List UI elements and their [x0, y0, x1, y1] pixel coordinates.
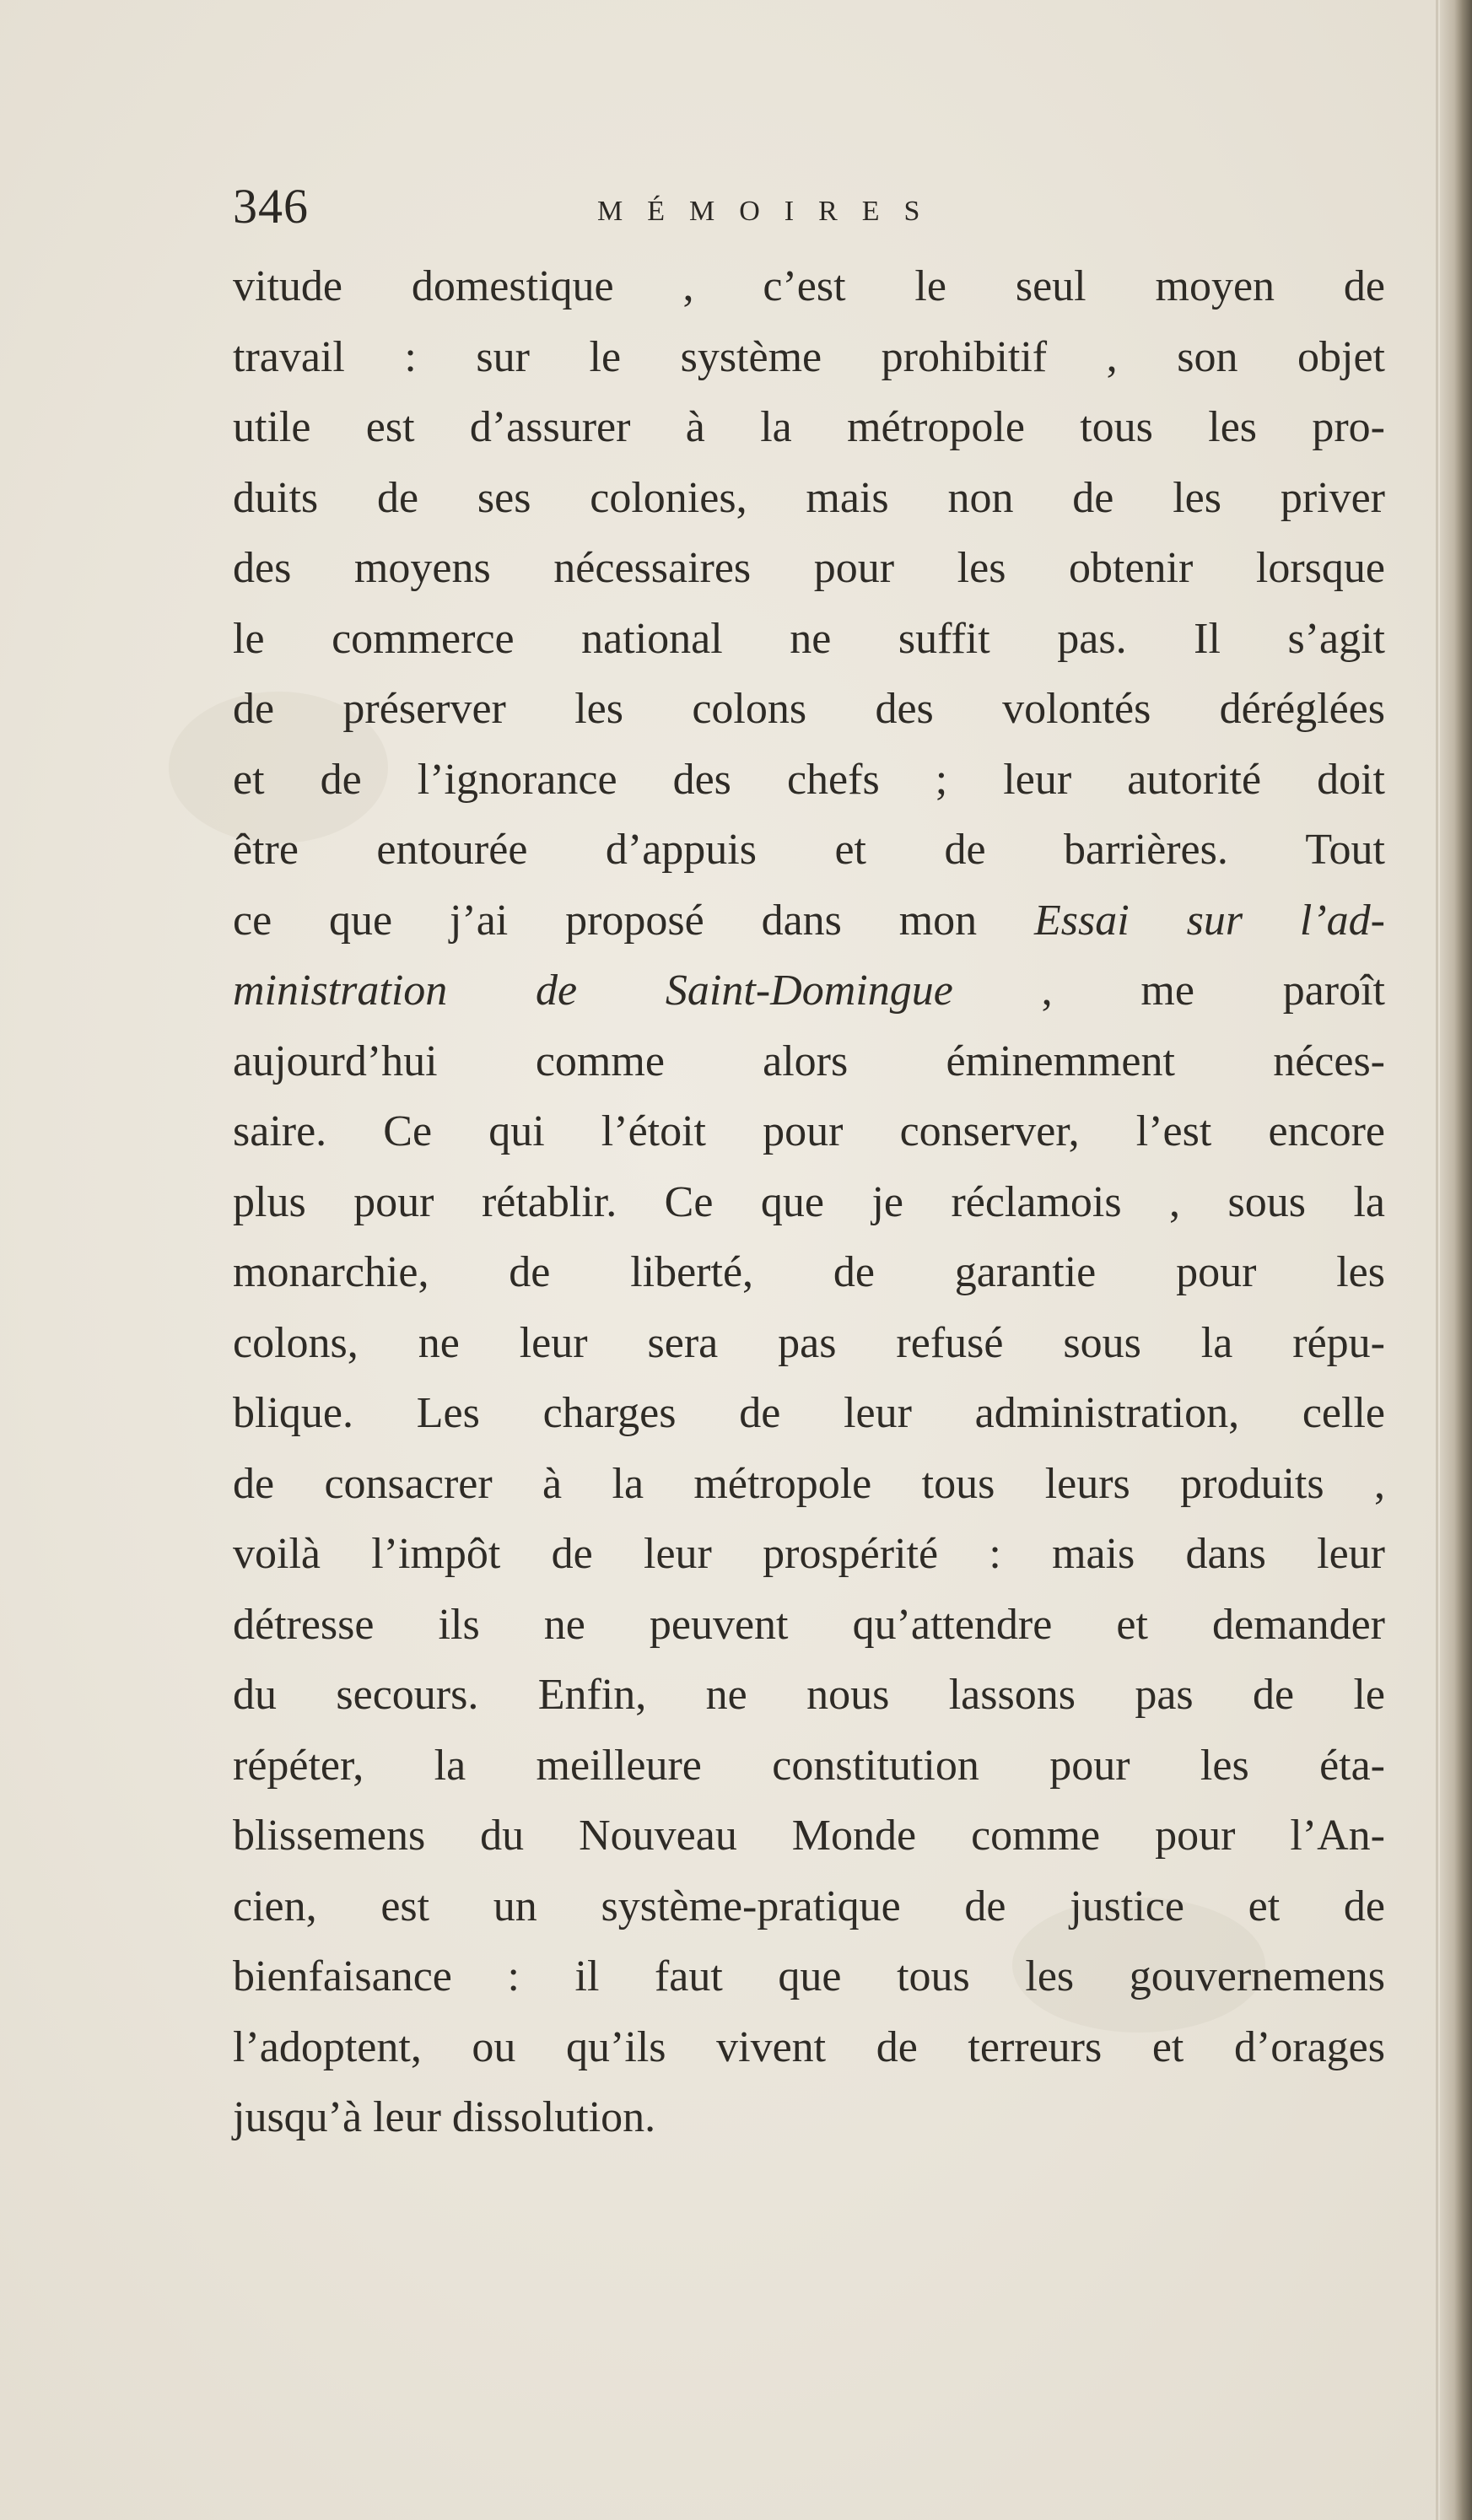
text-line: de consacrer à la métropole tous leurs produits , [233, 1459, 1385, 1508]
text-segment: , me paroît [1041, 967, 1385, 1015]
text-line: aujourd’hui comme alors éminemment néces- [233, 1037, 1385, 1085]
text-line: saire. Ce qui l’étoit pour conserver, l’est encore [233, 1107, 1385, 1155]
text-line: des moyens nécessaires pour les obtenir lorsque [233, 544, 1385, 592]
text-line: et de l’ignorance des chefs ; leur autorité doit [233, 755, 1385, 804]
text-line: cien, est un système-pratique de justice et de [233, 1882, 1385, 1930]
running-title: MÉMOIRES [597, 196, 945, 227]
text-line: utile est d’assurer à la métropole tous les pro- [233, 403, 1385, 451]
text-line: travail : sur le système prohibitif , son objet [233, 332, 1385, 381]
text-line: plus pour rétablir. Ce que je réclamois , sous la [233, 1177, 1385, 1226]
text-line: du secours. Enfin, ne nous lassons pas de le [233, 1671, 1385, 1719]
text-line: vitude domestique , c’est le seul moyen de [233, 262, 1385, 310]
text-line: colons, ne leur sera pas refusé sous la répu- [233, 1318, 1385, 1367]
text-line: être entourée d’appuis et de barrières. Tout [233, 826, 1385, 874]
italic-title-segment: ministration de Saint-Domingue [233, 967, 953, 1015]
text-line: de préserver les colons des volontés déréglées [233, 685, 1385, 733]
running-head [233, 169, 1321, 245]
text-line: le commerce national ne suffit pas. Il s’agit [233, 614, 1385, 663]
page-edge-shadow [1436, 0, 1438, 2520]
text-line: monarchie, de liberté, de garantie pour les [233, 1248, 1385, 1296]
text-line: l’adoptent, ou qu’ils vivent de terreurs et d’orages [233, 2022, 1385, 2071]
text-line: duits de ses colonies, mais non de les priver [233, 473, 1385, 522]
italic-title-segment: Essai sur l’ad- [1034, 896, 1385, 945]
text-segment: ce que j’ai proposé dans mon [233, 896, 978, 945]
text-line: blissemens du Nouveau Monde comme pour l’An- [233, 1812, 1385, 1860]
text-line: blique. Les charges de leur administration, celle [233, 1389, 1385, 1437]
text-line-with-italic [233, 956, 1385, 1026]
text-line: détresse ils ne peuvent qu’attendre et demander [233, 1600, 1385, 1649]
page-edge [1440, 0, 1472, 2520]
text-line-with-italic [233, 886, 1385, 956]
text-line: répéter, la meilleure constitution pour les éta- [233, 1741, 1385, 1790]
text-line: bienfaisance : il faut que tous les gouvernemens [233, 1952, 1385, 2000]
page-number: 346 [233, 179, 309, 234]
text-line: voilà l’impôt de leur prospérité : mais dans leur [233, 1530, 1385, 1578]
body-text [233, 251, 1385, 2153]
text-line-last: jusqu’à leur dissolution. [233, 2093, 656, 2141]
